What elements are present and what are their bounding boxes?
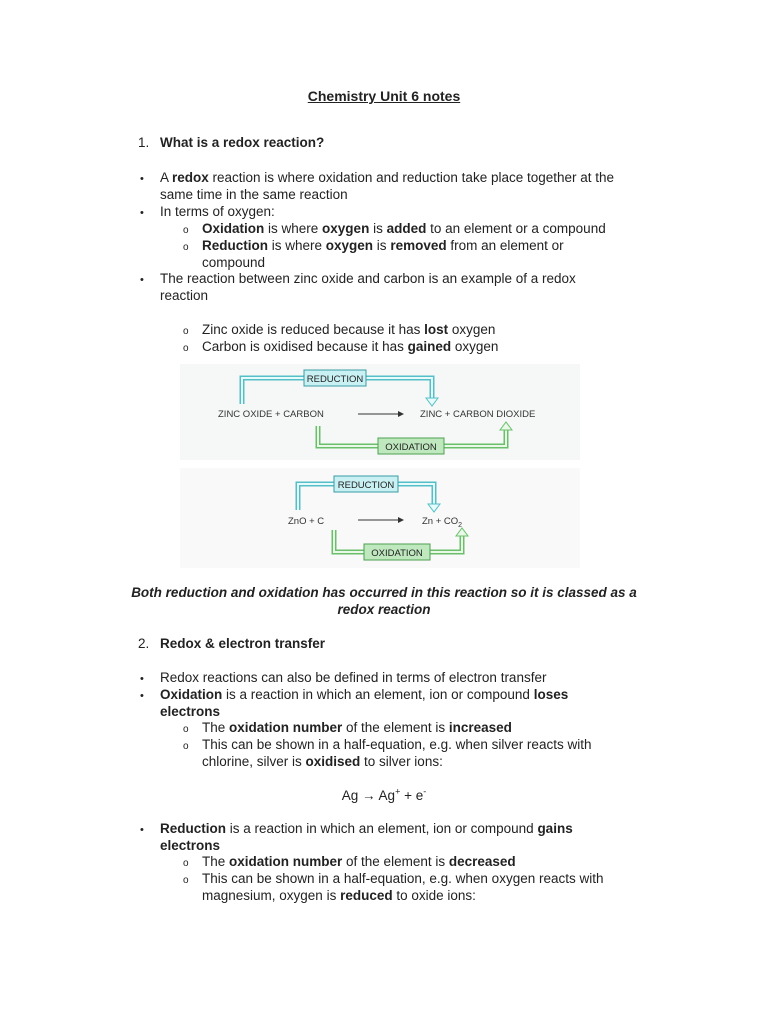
section-1-number: 1. bbox=[138, 135, 150, 150]
oxidation-label: OXIDATION bbox=[385, 442, 437, 453]
s2-subbullet-oxygen-line-1: This can be shown in a half-equation, e.g. when oxygen reacts with bbox=[202, 871, 604, 886]
page-title: Chemistry Unit 6 notes bbox=[307, 88, 461, 104]
s2-subbullet-red-number: The oxidation number of the element is decreased bbox=[202, 854, 516, 869]
s2-bullet-oxidation: Oxidation is a reaction in which an element, ion or compound loses bbox=[160, 687, 569, 702]
oxidation-label: OXIDATION bbox=[371, 548, 423, 559]
bullet-icon: • bbox=[140, 173, 144, 185]
section-2-number: 2. bbox=[138, 636, 150, 651]
redox-diagram-symbols bbox=[180, 468, 580, 568]
bullet-icon: • bbox=[140, 274, 144, 286]
s1-bullet-2: In terms of oxygen: bbox=[160, 204, 275, 219]
section-1-heading: What is a redox reaction? bbox=[160, 135, 325, 150]
conclusion-line-1: Both reduction and oxidation has occurred in this reaction so it is classed as a bbox=[131, 585, 637, 600]
reduction-label: REDUCTION bbox=[337, 480, 395, 491]
circle-bullet-icon: o bbox=[183, 343, 189, 354]
s1-bullet-1-line-2: same time in the same reaction bbox=[160, 187, 348, 202]
s2-bullet-1: Redox reactions can also be defined in terms of electron transfer bbox=[160, 670, 547, 685]
s2-bullet-reduction: Reduction is a reaction in which an element, ion or compound gains bbox=[160, 821, 573, 836]
bullet-icon: • bbox=[140, 824, 144, 836]
s2-subbullet-oxygen-line-2: magnesium, oxygen is reduced to oxide ions: bbox=[202, 888, 476, 903]
bullet-icon: • bbox=[140, 690, 144, 702]
bullet-icon: • bbox=[140, 207, 144, 219]
s2-subbullet-silver-line-2: chlorine, silver is oxidised to silver ions: bbox=[202, 754, 443, 769]
equation-left: ZnO + C bbox=[288, 516, 325, 527]
s1-subbullet-oxidation: Oxidation is where oxygen is added to an element or a compound bbox=[202, 221, 606, 236]
circle-bullet-icon: o bbox=[183, 875, 189, 886]
redox-diagram-words bbox=[180, 364, 580, 460]
s2-bullet-oxidation-line-2: electrons bbox=[160, 704, 221, 719]
s1-subbullet-carbon: Carbon is oxidised because it has gained oxygen bbox=[202, 339, 499, 354]
s1-subbullet-reduction: Reduction is where oxygen is removed from an element or bbox=[202, 238, 564, 253]
s2-bullet-reduction-line-2: electrons bbox=[160, 838, 221, 853]
equation-left: ZINC OXIDE + CARBON bbox=[218, 409, 324, 420]
s1-bullet-3-line-2: reaction bbox=[160, 288, 209, 303]
half-equation-silver: Ag → Ag+ + e- bbox=[341, 786, 427, 803]
s1-bullet-3-line-1: The reaction between zinc oxide and carbon is an example of a redox bbox=[160, 271, 576, 286]
s2-subbullet-silver-line-1: This can be shown in a half-equation, e.g. when silver reacts with bbox=[202, 737, 592, 752]
circle-bullet-icon: o bbox=[183, 858, 189, 869]
circle-bullet-icon: o bbox=[183, 326, 189, 337]
circle-bullet-icon: o bbox=[183, 741, 189, 752]
section-2-heading: Redox & electron transfer bbox=[160, 636, 326, 651]
circle-bullet-icon: o bbox=[183, 242, 189, 253]
equation-right: $Zn + CO_2$ bbox=[422, 516, 463, 529]
s1-subbullet-zinc-oxide: Zinc oxide is reduced because it has lost oxygen bbox=[202, 322, 496, 337]
s1-subbullet-reduction-line-2: compound bbox=[202, 255, 266, 270]
s2-subbullet-ox-number: The oxidation number of the element is increased bbox=[202, 720, 512, 735]
circle-bullet-icon: o bbox=[183, 225, 189, 236]
circle-bullet-icon: o bbox=[183, 724, 189, 735]
conclusion-line-2: redox reaction bbox=[337, 602, 431, 617]
bullet-icon: • bbox=[140, 673, 144, 685]
reduction-label: REDUCTION bbox=[306, 374, 364, 385]
s1-bullet-1-line-1: A redox reaction is where oxidation and reduction take place together at the bbox=[160, 170, 615, 185]
equation-right: ZINC + CARBON DIOXIDE bbox=[420, 409, 536, 420]
